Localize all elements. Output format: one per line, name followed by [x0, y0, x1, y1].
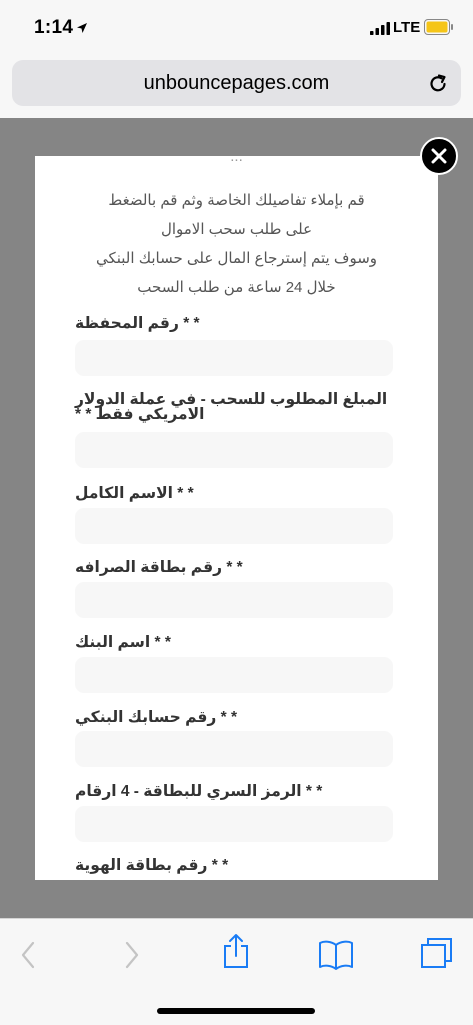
intro-line: خلال 24 ساعة من طلب السحب — [137, 279, 336, 296]
bookmarks-icon[interactable] — [318, 940, 354, 975]
url-text: unbouncepages.com — [143, 72, 330, 94]
network-type: LTE — [393, 19, 421, 36]
bank-name-label: * * اسم البنك — [75, 634, 171, 651]
share-icon[interactable] — [222, 933, 250, 974]
reload-icon[interactable] — [427, 73, 449, 100]
back-arrow-icon[interactable] — [20, 941, 36, 974]
close-modal-button[interactable] — [420, 137, 458, 175]
status-bar — [0, 0, 473, 58]
page-overlay — [0, 118, 473, 918]
field-amount — [75, 392, 393, 422]
amount-label: المبلغ المطلوب للسحب - في عملة الدولار الامريكي فقط * * — [75, 391, 388, 423]
card-pin-input[interactable] — [75, 806, 393, 842]
field-full-name — [75, 486, 393, 501]
forward-arrow-icon[interactable] — [124, 941, 140, 974]
intro-line: قم بإملاء تفاصيلك الخاصة وثم قم بالضغط — [108, 192, 365, 209]
card-number-input[interactable] — [75, 582, 393, 618]
intro-line: وسوف يتم إسترجاع المال على حسابك البنكي — [95, 250, 378, 267]
full-name-input[interactable] — [75, 508, 393, 544]
field-id-number — [75, 858, 393, 873]
wallet-number-input[interactable] — [75, 340, 393, 376]
battery-icon — [424, 19, 454, 40]
amount-input[interactable] — [75, 432, 393, 468]
field-bank-name — [75, 635, 393, 650]
field-card-pin — [75, 784, 393, 799]
tabs-icon[interactable] — [420, 937, 454, 974]
signal-bars-icon — [370, 22, 391, 40]
address-bar[interactable] — [12, 60, 461, 106]
withdraw-form-modal — [35, 156, 438, 880]
modal-title-cut: ... — [230, 156, 243, 165]
field-account-number — [75, 710, 393, 725]
id-number-label: * * رقم بطاقة الهوية — [75, 857, 229, 874]
intro-line: على طلب سحب الاموال — [160, 221, 313, 238]
field-card-number — [75, 560, 393, 575]
card-number-label: * * رقم بطاقة الصرافه — [75, 559, 243, 576]
card-pin-label: * * الرمز السري للبطاقة - 4 ارقام — [75, 783, 323, 800]
home-indicator — [157, 1008, 315, 1014]
bank-name-input[interactable] — [75, 657, 393, 693]
location-arrow-icon — [76, 21, 88, 39]
account-number-input[interactable] — [75, 731, 393, 767]
close-icon — [431, 148, 447, 164]
wallet-number-label: * * رقم المحفظة — [75, 315, 200, 332]
intro-text — [55, 186, 418, 302]
field-wallet-number — [75, 316, 393, 331]
account-number-label: * * رقم حسابك البنكي — [75, 709, 238, 726]
status-time: 1:14 — [34, 17, 74, 38]
full-name-label: * * الاسم الكامل — [75, 485, 194, 502]
